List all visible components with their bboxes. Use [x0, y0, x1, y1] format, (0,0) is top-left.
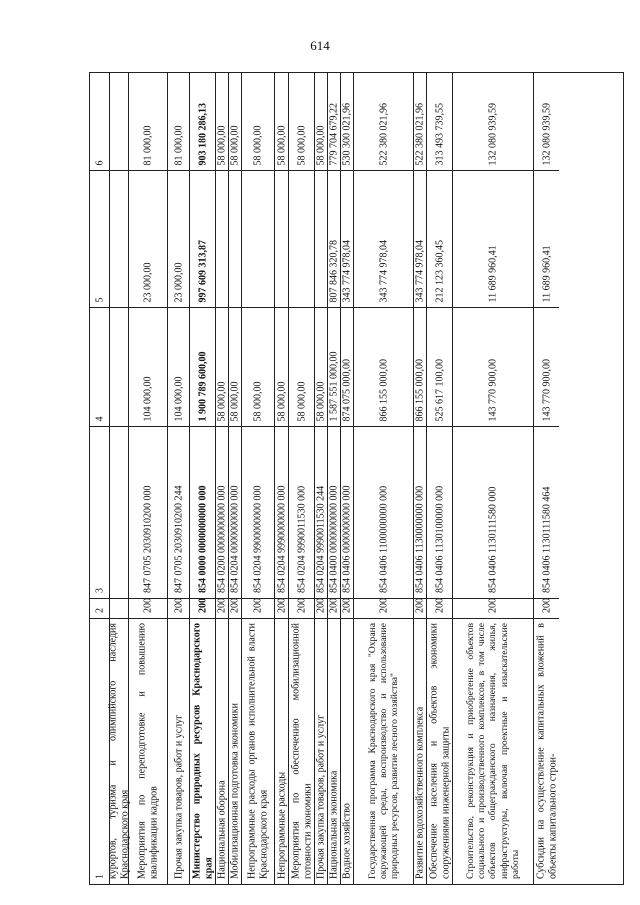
row-code-cell — [354, 598, 413, 618]
row-classification-cell-text: 854 0400 0000000000 000 — [328, 485, 340, 593]
row-name-cell-text: Государственная программа Краснодарского края "Охрана окружающей среды, воспроизводство и использование природных ресурсов, развитие лесного хозяйства" — [366, 623, 401, 879]
row-amount-col6-cell-text: 313 493 739,55 — [433, 102, 445, 165]
row-amount-cell-text: 104 000,00 — [142, 376, 154, 421]
table-row — [427, 73, 453, 884]
row-amount-col5-cell-text: 343 774 978,04 — [377, 239, 389, 302]
row-name-cell-text: Мобилизационная подготовка экономики — [229, 703, 241, 879]
row-amount-col5-cell — [341, 170, 353, 307]
row-amount-col6-cell-text: 58 000,00 — [216, 125, 228, 165]
row-amount-col6-cell — [168, 73, 189, 170]
row-classification-cell — [534, 426, 559, 598]
row-name-cell — [534, 618, 559, 884]
row-amount-col5-cell-text: 343 774 978,04 — [341, 239, 353, 302]
row-amount-col6-cell — [129, 73, 167, 170]
row-amount-cell-text: 58 000,00 — [275, 381, 287, 421]
table-row — [315, 73, 328, 884]
table-row — [289, 73, 315, 884]
row-name-cell — [129, 618, 167, 884]
row-amount-cell-text: 104 000,00 — [172, 376, 184, 421]
row-classification-cell — [275, 426, 288, 598]
row-classification-cell — [216, 426, 228, 598]
row-classification-cell-text: 847 0705 2030910200 000 — [142, 485, 154, 593]
row-amount-col6-cell — [242, 73, 274, 170]
row-name-cell — [216, 618, 228, 884]
row-amount-cell — [315, 307, 327, 426]
row-amount-cell — [190, 307, 215, 426]
row-amount-col6-cell-text: 58 000,00 — [252, 125, 264, 165]
row-code-cell — [129, 598, 167, 618]
row-amount-col6-cell — [427, 73, 452, 170]
row-amount-col6-cell-text: 58 000,00 — [295, 125, 307, 165]
row-amount-col5-cell-text: 807 846 320,78 — [328, 239, 340, 302]
column-header-2 — [90, 598, 109, 618]
row-classification-cell-text: 854 0406 1100000000 000 — [377, 485, 389, 593]
column-header-5-text: 5 — [93, 297, 105, 302]
row-amount-cell-text: 874 075 000,00 — [341, 358, 353, 421]
row-code-cell — [289, 598, 314, 618]
row-amount-col6-cell-text: 81 000,00 — [142, 125, 154, 165]
table-row — [129, 73, 168, 884]
row-amount-col6-cell-text: 903 180 286,13 — [196, 102, 208, 165]
row-amount-cell-text: 58 000,00 — [295, 381, 307, 421]
row-amount-col5-cell-text: 212 123 360,45 — [433, 239, 445, 302]
row-amount-cell-text: 525 617 100,00 — [433, 358, 445, 421]
row-amount-col6-cell — [216, 73, 228, 170]
row-amount-col5-cell — [216, 170, 228, 307]
row-amount-col6-cell — [229, 73, 241, 170]
row-classification-cell — [190, 426, 215, 598]
column-header-6 — [90, 73, 109, 170]
row-name-cell-text: Непрограммные расходы — [275, 771, 287, 879]
row-amount-cell-text: 866 155 000,00 — [377, 358, 389, 421]
row-code-cell — [414, 598, 426, 618]
row-amount-col5-cell-text: 23 000,00 — [142, 262, 154, 302]
table-row — [275, 73, 289, 884]
row-amount-col5-cell — [110, 170, 128, 307]
row-amount-col6-cell — [354, 73, 413, 170]
row-amount-col5-cell-text: 11 689 960,41 — [487, 244, 499, 302]
row-code-cell — [315, 598, 327, 618]
row-classification-cell-text: 854 0406 1130000000 000 — [414, 485, 426, 593]
row-amount-cell — [229, 307, 241, 426]
row-code-cell — [216, 598, 228, 618]
row-name-cell-text: Субсидии на осуществление капитальных вложений в объекты капитального строи- — [535, 623, 558, 879]
row-amount-col6-cell-text: 522 380 021,96 — [377, 102, 389, 165]
row-amount-col6-cell — [453, 73, 533, 170]
row-name-cell-text: Мероприятия по переподготовке и повышению квалификации кадров — [136, 623, 159, 879]
table-row — [190, 73, 216, 884]
row-code-cell — [427, 598, 452, 618]
table-row — [242, 73, 275, 884]
table-row — [354, 73, 414, 884]
row-classification-cell-text: 854 0406 1130111580 464 — [540, 486, 552, 593]
row-amount-col6-cell — [275, 73, 288, 170]
row-amount-col6-cell — [289, 73, 314, 170]
table-row — [328, 73, 341, 884]
row-amount-cell-text: 58 000,00 — [216, 381, 228, 421]
row-amount-col6-cell-text: 522 380 021,96 — [414, 102, 426, 165]
row-amount-col6-cell-text: 530 300 021,96 — [341, 102, 353, 165]
row-name-cell-text: Национальная экономика — [328, 770, 340, 879]
row-amount-col6-cell — [315, 73, 327, 170]
row-classification-cell — [341, 426, 353, 598]
row-amount-cell-text: 58 000,00 — [252, 381, 264, 421]
row-classification-cell — [315, 426, 327, 598]
row-name-cell — [107, 618, 130, 884]
row-code-cell-text: 200 — [196, 598, 208, 613]
row-amount-col6-cell — [341, 73, 353, 170]
row-classification-cell — [110, 426, 128, 598]
row-code-cell — [190, 598, 215, 618]
row-code-cell-text: 200 — [328, 598, 340, 613]
row-classification-cell-text: 854 0204 9900000000 000 — [252, 485, 264, 593]
row-code-cell-text: 200 — [433, 598, 445, 613]
row-amount-col5-cell — [453, 170, 533, 307]
row-amount-col6-cell-text: 58 000,00 — [229, 125, 241, 165]
row-code-cell-text: 200 — [315, 598, 327, 613]
row-name-cell — [427, 618, 452, 884]
row-amount-col6-cell — [110, 73, 128, 170]
row-code-cell — [242, 598, 274, 618]
row-code-cell — [275, 598, 288, 618]
row-classification-cell — [328, 426, 340, 598]
row-amount-col5-cell — [315, 170, 327, 307]
column-header-1-text: 1 — [93, 874, 105, 879]
row-name-cell — [328, 618, 340, 884]
row-name-cell-text: Обеспечение населения и объектов экономики сооружениями инженерной защиты — [428, 623, 451, 879]
row-classification-cell-text: 854 0000 0000000000 000 — [196, 485, 208, 593]
row-code-cell-text: 200 — [295, 598, 307, 613]
row-code-cell-text: 200 — [252, 598, 264, 613]
row-code-cell — [168, 598, 189, 618]
row-name-cell — [414, 618, 426, 884]
row-amount-cell — [427, 307, 452, 426]
row-amount-col6-cell — [190, 73, 215, 170]
row-amount-col6-cell-text: 58 000,00 — [275, 125, 287, 165]
table-row — [168, 73, 190, 884]
row-code-cell-text: 200 — [172, 598, 184, 613]
row-classification-cell-text: 854 0406 1130111580 000 — [487, 486, 499, 593]
row-name-cell — [453, 618, 533, 884]
row-code-cell-text: 200 — [216, 598, 228, 613]
row-name-cell-text: курортов, туризма и олимпийского наследия Краснодарского края — [107, 623, 130, 879]
row-classification-cell-text: 847 0705 2030910200 244 — [172, 485, 184, 593]
row-code-cell-text: 200 — [275, 598, 287, 613]
row-amount-cell — [414, 307, 426, 426]
row-code-cell-text: 200 — [142, 598, 154, 613]
row-code-cell-text: 200 — [540, 598, 552, 613]
row-amount-cell-text: 143 770 900,00 — [487, 358, 499, 421]
row-amount-col5-cell-text: 997 609 313,87 — [196, 239, 208, 302]
table-row — [229, 73, 242, 884]
row-code-cell — [341, 598, 353, 618]
table-row — [534, 73, 559, 884]
row-amount-cell — [110, 307, 128, 426]
row-amount-col5-cell-text: 11 689 960,41 — [540, 244, 552, 302]
row-amount-cell — [341, 307, 353, 426]
row-amount-col6-cell-text: 81 000,00 — [172, 125, 184, 165]
row-amount-col6-cell — [414, 73, 426, 170]
row-amount-cell — [242, 307, 274, 426]
row-classification-cell — [414, 426, 426, 598]
row-classification-cell-text: 854 0204 9990000000 000 — [275, 485, 287, 593]
row-amount-col5-cell — [129, 170, 167, 307]
column-header-4 — [90, 307, 109, 426]
row-amount-cell-text: 58 000,00 — [315, 381, 327, 421]
row-name-cell — [315, 618, 327, 884]
table-row — [453, 73, 534, 884]
row-amount-col5-cell — [414, 170, 426, 307]
column-header-2-text: 2 — [93, 608, 105, 613]
row-name-cell — [229, 618, 241, 884]
row-classification-cell-text: 854 0204 0000000000 000 — [229, 485, 241, 593]
row-name-cell — [242, 618, 274, 884]
row-code-cell — [229, 598, 241, 618]
row-name-cell-text: Мероприятия по обеспечению мобилизационной готовности экономики — [290, 623, 313, 879]
row-amount-col6-cell-text: 132 080 939,59 — [540, 102, 552, 165]
row-name-cell-text: Водное хозяйство — [341, 803, 353, 879]
row-classification-cell — [168, 426, 189, 598]
column-header-5 — [90, 170, 109, 307]
column-header-3-text: 3 — [93, 588, 105, 593]
row-amount-col6-cell — [534, 73, 559, 170]
row-amount-col5-cell — [328, 170, 340, 307]
row-amount-cell — [289, 307, 314, 426]
row-name-cell-text: Непрограммные расходы органов исполнительной власти Краснодарского края — [246, 623, 269, 879]
column-header-3 — [90, 426, 109, 598]
row-name-cell-text: Развитие водохозяйственного комплекса — [414, 706, 426, 879]
row-classification-cell-text: 854 0406 0000000000 000 — [341, 485, 353, 593]
page-number: 614 — [310, 38, 330, 53]
row-name-cell — [354, 618, 413, 884]
row-code-cell-text: 200 — [377, 598, 389, 613]
row-amount-cell-text: 866 155 000,00 — [414, 358, 426, 421]
row-classification-cell — [354, 426, 413, 598]
row-classification-cell — [427, 426, 452, 598]
row-classification-cell — [289, 426, 314, 598]
row-name-cell — [289, 618, 314, 884]
row-classification-cell-text: 854 0204 9990011530 000 — [295, 485, 307, 593]
row-name-cell-text: Прочая закупка товаров, работ и услуг — [172, 714, 184, 879]
row-amount-cell-text: 143 770 900,00 — [540, 358, 552, 421]
row-amount-col5-cell — [354, 170, 413, 307]
row-amount-col5-cell-text: 343 774 978,04 — [414, 239, 426, 302]
row-name-cell-text: Национальная оборона — [216, 780, 228, 879]
row-classification-cell-text: 854 0200 0000000000 000 — [216, 485, 228, 593]
row-amount-col5-cell-text: 23 000,00 — [172, 262, 184, 302]
row-amount-cell — [453, 307, 533, 426]
row-amount-cell — [216, 307, 228, 426]
row-amount-col6-cell-text: 132 080 939,59 — [487, 102, 499, 165]
table-row — [341, 73, 354, 884]
row-amount-cell — [328, 307, 340, 426]
row-amount-cell-text: 58 000,00 — [229, 381, 241, 421]
row-amount-col6-cell — [328, 73, 340, 170]
row-amount-col5-cell — [168, 170, 189, 307]
row-amount-col5-cell — [275, 170, 288, 307]
row-amount-cell — [534, 307, 559, 426]
row-amount-cell — [275, 307, 288, 426]
row-amount-col5-cell — [242, 170, 274, 307]
row-classification-cell — [453, 426, 533, 598]
row-code-cell — [328, 598, 340, 618]
row-name-cell-text: Министерство природных ресурсов Краснодарского края — [191, 623, 214, 879]
column-header-4-text: 4 — [93, 416, 105, 421]
row-name-cell-text: Прочая закупка товаров, работ и услуг — [315, 714, 327, 879]
row-classification-cell-text: 854 0204 9990011530 244 — [315, 485, 327, 593]
row-code-cell-text: 200 — [487, 598, 499, 613]
row-amount-col5-cell — [427, 170, 452, 307]
table-row — [107, 73, 130, 884]
row-amount-cell-text: 1 900 789 600,00 — [196, 351, 208, 421]
row-classification-cell — [242, 426, 274, 598]
row-amount-col5-cell — [534, 170, 559, 307]
budget-table — [89, 72, 624, 885]
row-name-cell — [168, 618, 189, 884]
row-code-cell-text: 200 — [229, 598, 241, 613]
row-amount-cell-text: 1 587 551 000,00 — [328, 351, 340, 421]
row-classification-cell — [129, 426, 167, 598]
row-classification-cell-text: 854 0406 1130100000 000 — [433, 485, 445, 593]
row-amount-cell — [168, 307, 189, 426]
row-amount-col5-cell — [289, 170, 314, 307]
row-amount-col6-cell-text: 779 704 679,22 — [328, 102, 340, 165]
row-code-cell — [110, 598, 128, 618]
row-code-cell-text: 200 — [341, 598, 353, 613]
row-name-cell-text: Строительство, реконструкция и приобретение объектов социального и производственного комплексов, в том числе объектов общегражданского назначения, жилья, инфраструктуры, включая проектные и изыскательские работы — [464, 623, 521, 879]
row-code-cell-text: 200 — [414, 598, 426, 613]
row-code-cell — [453, 598, 533, 618]
row-amount-col6-cell-text: 58 000,00 — [315, 125, 327, 165]
row-amount-cell — [354, 307, 413, 426]
row-amount-cell — [129, 307, 167, 426]
table-row — [216, 73, 229, 884]
row-amount-col5-cell — [190, 170, 215, 307]
row-name-cell — [275, 618, 288, 884]
row-name-cell — [190, 618, 215, 884]
row-classification-cell — [229, 426, 241, 598]
row-code-cell — [534, 598, 559, 618]
row-name-cell — [341, 618, 353, 884]
column-header-1 — [90, 618, 109, 884]
column-header-6-text: 6 — [93, 160, 105, 165]
row-amount-col5-cell — [229, 170, 241, 307]
table-row — [414, 73, 427, 884]
